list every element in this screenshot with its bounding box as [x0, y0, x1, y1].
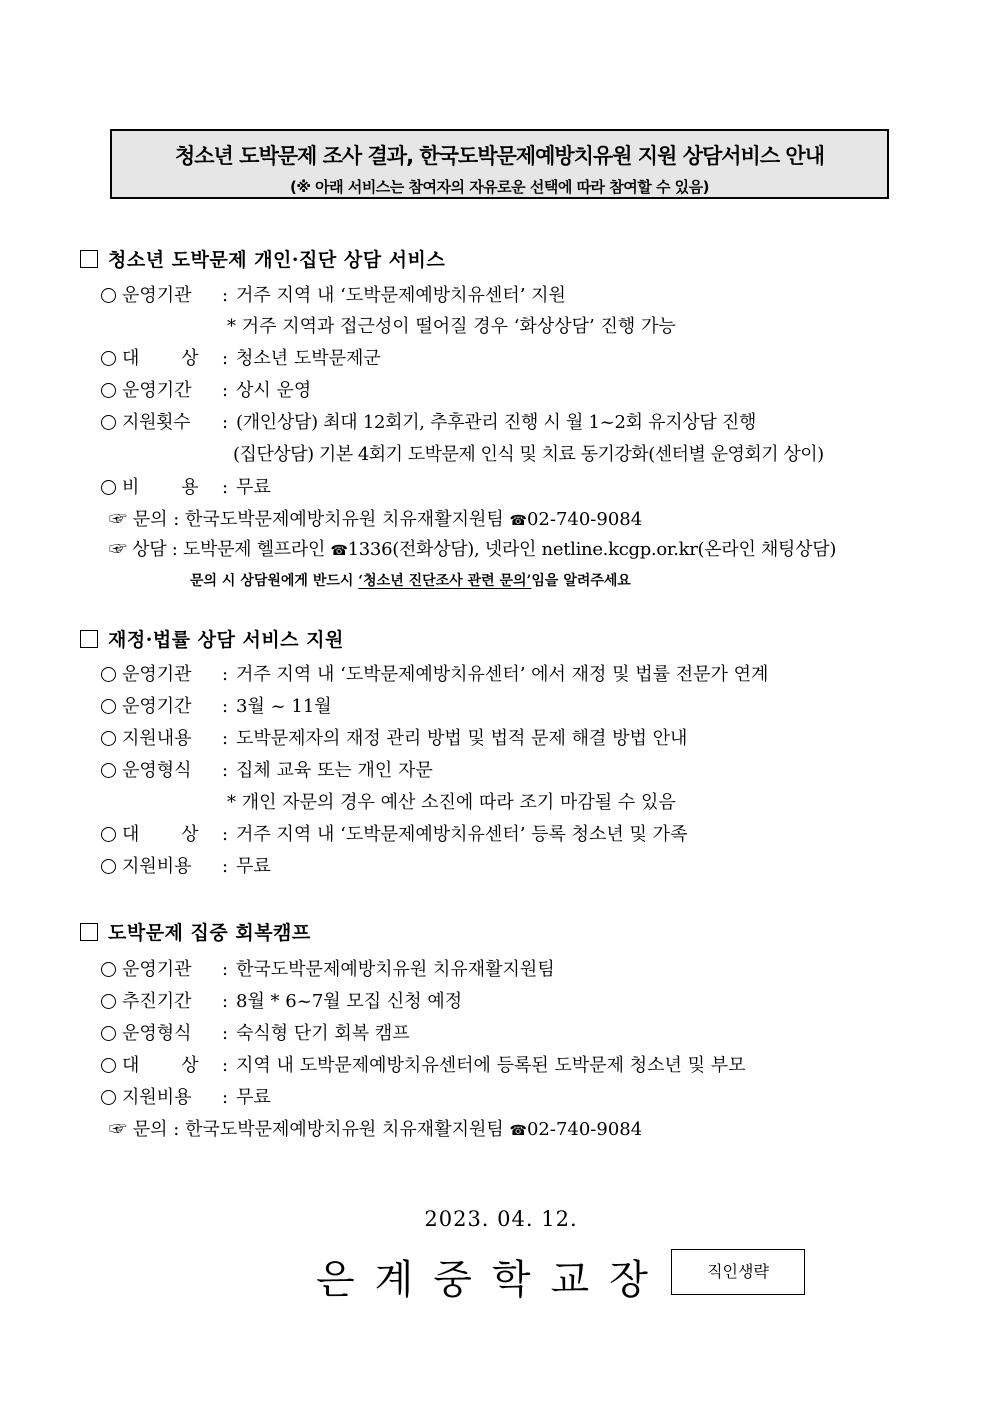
circle-bullet-icon: [101, 962, 116, 977]
checkbox-square-icon: [80, 630, 98, 648]
list-item: 운영기관 : 한국도박문제예방치유원 치유재활지원팀: [101, 958, 555, 982]
list-subnote: * 개인 자문의 경우 예산 소진에 따라 조기 마감될 수 있음: [227, 792, 676, 813]
document-date: 2023. 04. 12.: [424, 1207, 578, 1231]
list-item: 지원비용 : 무료: [101, 855, 271, 879]
list-subnote: * 거주 지역과 접근성이 떨어질 경우 ‘화상상담’ 진행 가능: [227, 316, 676, 337]
telephone-icon: ☎: [509, 513, 527, 529]
title-box: [110, 129, 889, 199]
circle-bullet-icon: [101, 351, 116, 366]
list-item: 추진기간 : 8월 * 6~7월 모집 신청 예정: [101, 990, 462, 1014]
list-item: 운영형식 : 숙식형 단기 회복 캠프: [101, 1022, 410, 1046]
contact-line: ☞ 문의 : 한국도박문제예방치유원 치유재활지원팀 ☎02-740-9084: [109, 509, 643, 530]
note-emphasis: ‘청소년 진단조사 관련 문의’: [358, 573, 532, 589]
telephone-icon: ☎: [330, 543, 348, 559]
inquiry-note: 문의 시 상담원에게 반드시 ‘청소년 진단조사 관련 문의’임을 알려주세요: [190, 573, 631, 589]
list-item: 운영기관 : 거주 지역 내 ‘도박문제예방치유센터’ 지원: [101, 284, 566, 308]
telephone-icon: ☎: [509, 1123, 527, 1139]
list-subnote: (집단상담) 기본 4회기 도박문제 인식 및 치료 동기강화(센터별 운영회기 상이): [233, 444, 824, 465]
list-item: 운영기관 : 거주 지역 내 ‘도박문제예방치유센터’ 에서 재정 및 법률 전문가 연계: [101, 663, 768, 687]
list-item: 비 용 : 무료: [101, 476, 271, 500]
list-item: 운영기간 : 상시 운영: [101, 379, 311, 403]
circle-bullet-icon: [101, 859, 116, 874]
circle-bullet-icon: [101, 1058, 116, 1073]
contact-line: ☞ 상담 : 도박문제 헬프라인 ☎1336(전화상담), 넷라인 netline.kcgp.or.kr(온라인 채팅상담): [109, 539, 837, 560]
list-item: 운영형식 : 집체 교육 또는 개인 자문: [101, 759, 433, 783]
circle-bullet-icon: [101, 480, 116, 495]
document-subtitle: (※ 아래 서비스는 참여자의 자유로운 선택에 따라 참여할 수 있음): [289, 178, 710, 196]
list-item: 운영기간 : 3월 ~ 11월: [101, 695, 332, 719]
section-heading: 도박문제 집중 회복캠프: [80, 918, 311, 945]
circle-bullet-icon: [101, 667, 116, 682]
checkbox-square-icon: [80, 923, 98, 941]
circle-bullet-icon: [101, 1090, 116, 1105]
circle-bullet-icon: [101, 383, 116, 398]
document-title: 청소년 도박문제 조사 결과, 한국도박문제예방치유원 지원 상담서비스 안내: [174, 144, 825, 168]
circle-bullet-icon: [101, 699, 116, 714]
section-heading: 청소년 도박문제 개인·집단 상담 서비스: [80, 245, 445, 272]
circle-bullet-icon: [101, 1026, 116, 1041]
list-item: 대 상 : 청소년 도박문제군: [101, 347, 381, 371]
section-heading: 재정·법률 상담 서비스 지원: [80, 625, 344, 652]
circle-bullet-icon: [101, 763, 116, 778]
circle-bullet-icon: [101, 994, 116, 1009]
list-item: 대 상 : 지역 내 도박문제예방치유센터에 등록된 도박문제 청소년 및 부모: [101, 1054, 746, 1078]
list-item: 지원횟수 : (개인상담) 최대 12회기, 추후관리 진행 시 월 1~2회 유지상담 진행: [101, 411, 756, 435]
list-item: 지원내용 : 도박문제자의 재정 관리 방법 및 법적 문제 해결 방법 안내: [101, 727, 687, 751]
circle-bullet-icon: [101, 288, 116, 303]
circle-bullet-icon: [101, 827, 116, 842]
contact-line: ☞ 문의 : 한국도박문제예방치유원 치유재활지원팀 ☎02-740-9084: [109, 1119, 643, 1140]
checkbox-square-icon: [80, 250, 98, 268]
circle-bullet-icon: [101, 415, 116, 430]
list-item: 지원비용 : 무료: [101, 1086, 271, 1110]
seal-omitted-box: 직인생략: [671, 1249, 805, 1295]
circle-bullet-icon: [101, 731, 116, 746]
list-item: 대 상 : 거주 지역 내 ‘도박문제예방치유센터’ 등록 청소년 및 가족: [101, 823, 687, 847]
issuer-name: 은계중학교장: [316, 1257, 668, 1303]
